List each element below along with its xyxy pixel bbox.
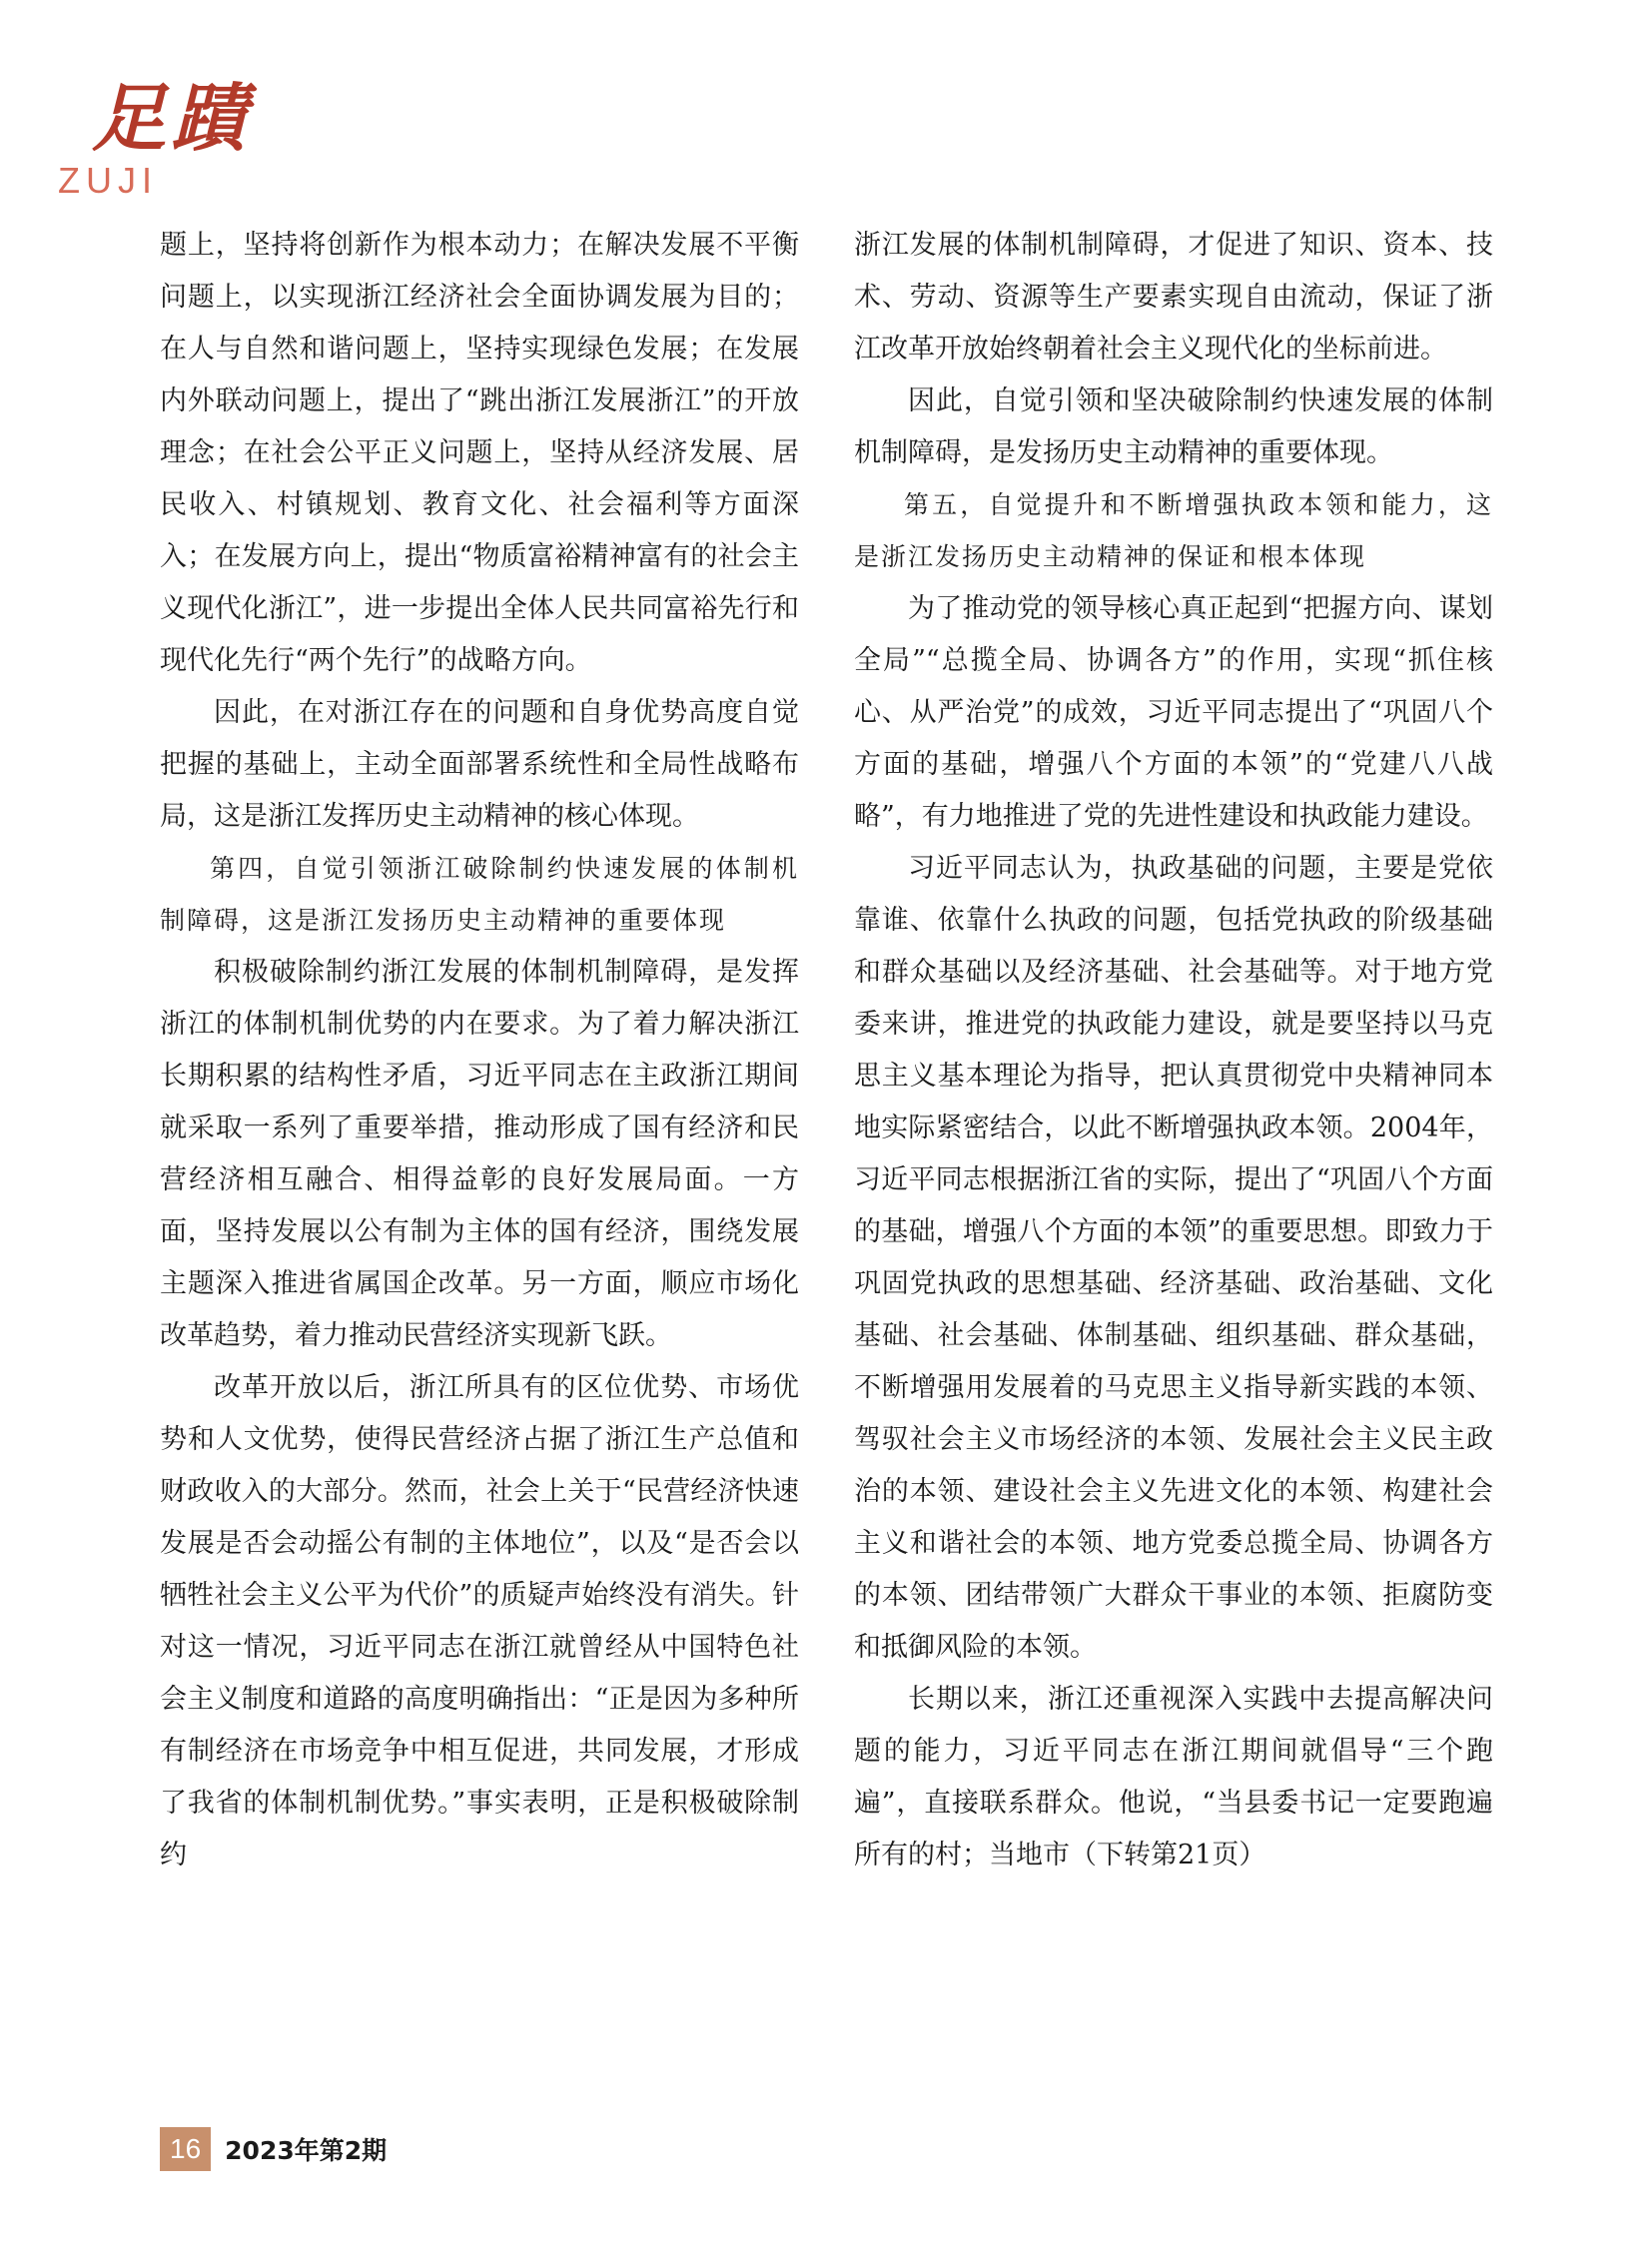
paragraph: 长期以来，浙江还重视深入实践中去提高解决问题的能力，习近平同志在浙江期间就倡导“三个跑遍”，直接联系群众。他说，“当县委书记一定要跑遍所有的村；当地市（下转第21页） (854, 1684, 1493, 1870)
left-column (160, 220, 799, 1881)
paragraph: 改革开放以后，浙江所具有的区位优势、市场优势和人文优势，使得民营经济占据了浙江生产总值和财政收入的大部分。然而，社会上关于“民营经济快速发展是否会动摇公有制的主体地位”，以及“是否会以牺牲社会主义公平为代价”的质疑声始终没有消失。针对这一情况，习近平同志在浙江就曾经从中国特色社会主义制度和道路的高度明确指出：“正是因为多种所有制经济在市场竞争中相互促进，共同发展，才形成了我省的体制机制优势。”事实表明，正是积极破除制约 (160, 1372, 799, 1870)
masthead-title: 足蹟 (92, 76, 252, 162)
paragraph: 积极破除制约浙江发展的体制机制障碍，是发挥浙江的体制机制优势的内在要求。为了着力解决浙江长期积累的结构性矛盾，习近平同志在主政浙江期间就采取一系列了重要举措，推动形成了国有经济和民营经济相互融合、相得益彰的良好发展局面。一方面，坚持发展以公有制为主体的国有经济，围绕发展主题深入推进省属国企改革。另一方面，顺应市场化改革趋势，着力推动民营经济实现新飞跃。 (160, 957, 799, 1351)
paragraph: 因此，自觉引领和坚决破除制约快速发展的体制机制障碍，是发扬历史主动精神的重要体现。 (854, 385, 1493, 468)
paragraph: 题上，坚持将创新作为根本动力；在解决发展不平衡问题上，以实现浙江经济社会全面协调发展为目的；在人与自然和谐问题上，坚持实现绿色发展；在发展内外联动问题上，提出了“跳出浙江发展浙江”的开放理念；在社会公平正义问题上，坚持从经济发展、居民收入、村镇规划、教育文化、社会福利等方面深入；在发展方向上，提出“物质富裕精神富有的社会主义现代化浙江”，进一步提出全体人民共同富裕先行和现代化先行“两个先行”的战略方向。 (160, 230, 799, 676)
page-number: 16 (160, 2127, 211, 2171)
right-column (854, 220, 1493, 1881)
paragraph: 因此，在对浙江存在的问题和自身优势高度自觉把握的基础上，主动全面部署系统性和全局性战略布局，这是浙江发挥历史主动精神的核心体现。 (160, 697, 799, 832)
paragraph: 习近平同志认为，执政基础的问题，主要是党依靠谁、依靠什么执政的问题，包括党执政的阶级基础和群众基础以及经济基础、社会基础等。对于地方党委来讲，推进党的执政能力建设，就是要坚持以马克思主义基本理论为指导，把认真贯彻党中央精神同本地实际紧密结合，以此不断增强执政本领。2004年，习近平同志根据浙江省的实际，提出了“巩固八个方面的基础，增强八个方面的本领”的重要思想。即致力于巩固党执政的思想基础、经济基础、政治基础、文化基础、社会基础、体制基础、组织基础、群众基础，不断增强用发展着的马克思主义指导新实践的本领、驾驭社会主义市场经济的本领、发展社会主义民主政治的本领、建设社会主义先进文化的本领、构建社会主义和谐社会的本领、地方党委总揽全局、协调各方的本领、团结带领广大群众干事业的本领、拒腐防变和抵御风险的本领。 (854, 853, 1493, 1663)
section-heading: 第五，自觉提升和不断增强执政本领和能力，这是浙江发扬历史主动精神的保证和根本体现 (854, 490, 1493, 571)
section-heading: 第四，自觉引领浙江破除制约快速发展的体制机制障碍，这是浙江发扬历史主动精神的重要体现 (160, 854, 799, 935)
page-footer (160, 2127, 387, 2171)
paragraph: 浙江发展的体制机制障碍，才促进了知识、资本、技术、劳动、资源等生产要素实现自由流动，保证了浙江改革开放始终朝着社会主义现代化的坐标前进。 (854, 230, 1493, 365)
masthead-pinyin: ZUJI (58, 160, 158, 201)
issue-label: 2023年第2期 (225, 2136, 388, 2165)
masthead-logo (52, 60, 252, 200)
paragraph: 为了推动党的领导核心真正起到“把握方向、谋划全局”“总揽全局、协调各方”的作用，实现“抓住核心、从严治党”的成效，习近平同志提出了“巩固八个方面的基础，增强八个方面的本领”的“党建八八战略”，有力地推进了党的先进性建设和执政能力建设。 (854, 593, 1493, 832)
